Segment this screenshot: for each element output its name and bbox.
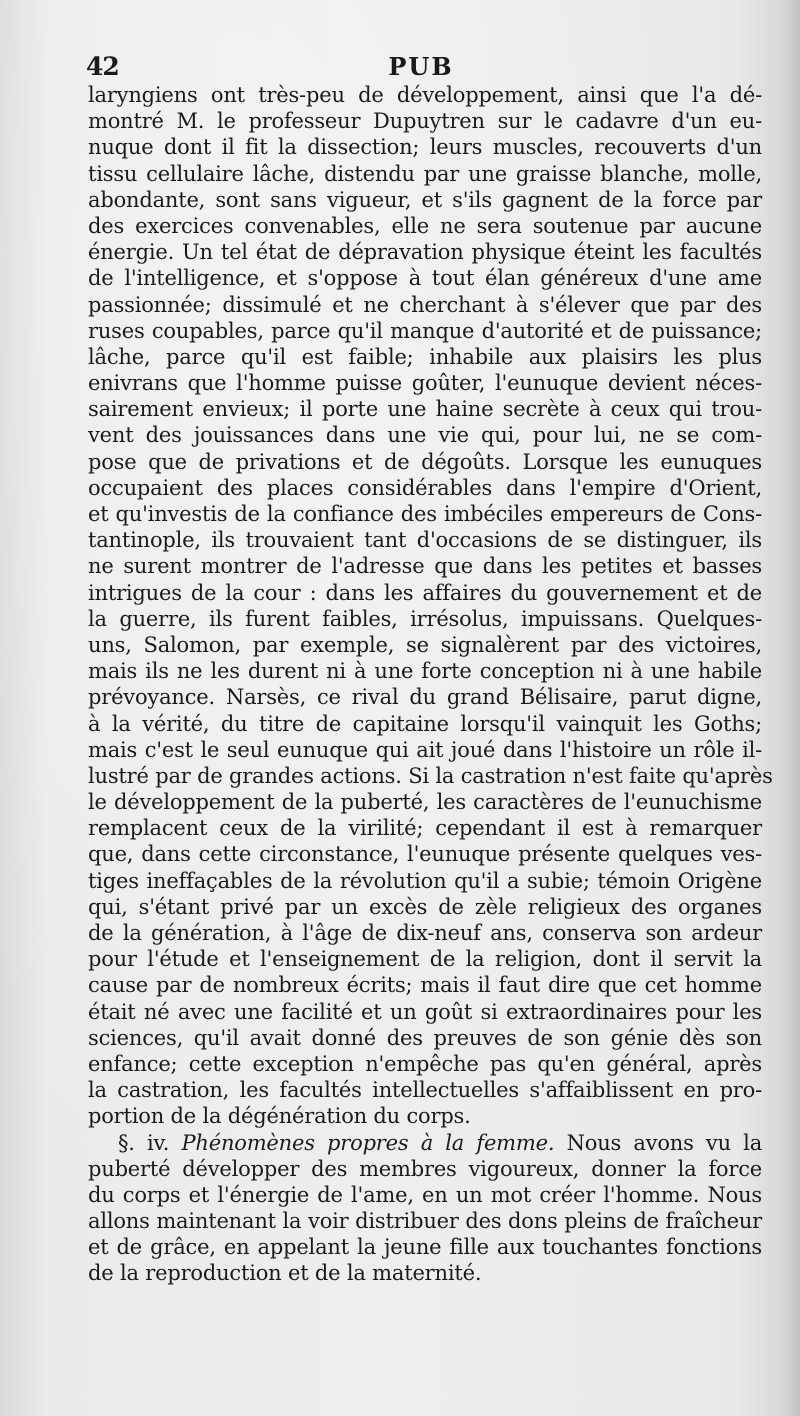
text-line: de la génération, à l'âge de dix-neuf ans, conserva son ardeur: [88, 921, 762, 945]
text-line: et de grâce, en appelant la jeune fille aux touchantes fonctions: [88, 1235, 762, 1260]
paragraph-end-line: portion de la dégénération du corps.: [88, 1104, 471, 1129]
text-line: montré M. le professeur Dupuytren sur le cadavre d'un eu-: [88, 109, 762, 134]
text-line: uns, Salomon, par exemple, se signalèrent par des victoires,: [88, 632, 762, 657]
text-line: lustré par de grandes actions. Si la castration n'est faite qu'après: [88, 763, 773, 788]
text-line: mais ils ne les durent ni à une forte conception ni à une habile: [88, 659, 762, 684]
body-text: [88, 82, 773, 1287]
text-line: enfance; cette exception n'empêche pas qu'en général, après: [88, 1051, 762, 1076]
text-line: vent des jouissances dans une vie qui, pour lui, ne se com-: [88, 423, 762, 448]
running-head: PUB: [388, 52, 454, 81]
text-line: prévoyance. Narsès, ce rival du grand Bélisaire, parut digne,: [88, 685, 762, 710]
text-line: sairement envieux; il porte une haine secrète à ceux qui trou-: [88, 397, 762, 422]
text-line: puberté développer des membres vigoureux, donner la force: [88, 1156, 762, 1181]
section-marker: §. iv.: [118, 1130, 170, 1155]
text-line: de l'intelligence, et s'oppose à tout élan généreux d'une ame: [88, 266, 762, 291]
text-line: tissu cellulaire lâche, distendu par une graisse blanche, molle,: [88, 161, 762, 186]
text-line: occupaient des places considérables dans l'empire d'Orient,: [88, 475, 762, 500]
text-line: sciences, qu'il avait donné des preuves de son génie dès son: [88, 1025, 762, 1050]
text-line: la castration, les facultés intellectuelles s'affaiblissent en pro-: [88, 1078, 762, 1103]
text-line: allons maintenant la voir distribuer des dons pleins de fraîcheur: [88, 1209, 762, 1234]
text-line: le développement de la puberté, les caractères de l'eunuchisme: [88, 790, 762, 815]
paragraph-end-line: de la reproduction et de la maternité.: [88, 1261, 482, 1286]
text-line: qui, s'étant privé par un excès de zèle religieux des organes: [88, 894, 762, 919]
text-line: tiges ineffaçables de la révolution qu'il a subie; témoin Origène: [88, 868, 762, 893]
text-line: et qu'investis de la confiance des imbéciles empereurs de Cons-: [88, 502, 762, 526]
text-line: laryngiens ont très-peu de développement, ainsi que l'a dé-: [88, 83, 762, 107]
text-line: à la vérité, du titre de capitaine lorsqu'il vainquit les Goths;: [88, 711, 762, 736]
text-line: énergie. Un tel état de dépravation physique éteint les facultés: [88, 240, 762, 265]
page-header: [86, 52, 756, 86]
text-line: enivrans que l'homme puisse goûter, l'eunuque devient néces-: [88, 371, 762, 396]
text-line: pour l'étude et l'enseignement de la religion, dont il servit la: [88, 947, 762, 972]
text-line: était né avec une facilité et un goût si extraordinaires pour les: [88, 999, 762, 1024]
page-number: 42: [86, 52, 119, 81]
section-first-line-text: Nous avons vu la: [566, 1130, 763, 1155]
text-line: cause par de nombreux écrits; mais il faut dire que cet homme: [88, 973, 762, 998]
text-line: la guerre, ils furent faibles, irrésolus, impuissans. Quelques-: [88, 606, 762, 631]
text-line: ne surent montrer de l'adresse que dans les petites et basses: [88, 554, 762, 579]
text-line: lâche, parce qu'il est faible; inhabile aux plaisirs les plus: [88, 344, 762, 369]
text-line: abondante, sont sans vigueur, et s'ils gagnent de la force par: [88, 187, 762, 212]
text-line: des exercices convenables, elle ne sera soutenue par aucune: [88, 213, 762, 238]
text-line: nuque dont il fit la dissection; leurs muscles, recouverts d'un: [88, 135, 762, 160]
text-line: du corps et l'énergie de l'ame, en un mot créer l'homme. Nous: [88, 1182, 762, 1207]
text-line: remplacent ceux de la virilité; cependant il est à remarquer: [88, 816, 762, 841]
text-line: mais c'est le seul eunuque qui ait joué dans l'histoire un rôle il-: [88, 737, 762, 762]
section-heading-line: [88, 1130, 762, 1156]
text-line: intrigues de la cour : dans les affaires du gouvernement et de: [88, 580, 762, 605]
text-line: passionnée; dissimulé et ne cherchant à s'élever que par des: [88, 292, 762, 317]
text-line: ruses coupables, parce qu'il manque d'autorité et de puissance;: [88, 318, 762, 343]
text-line: que, dans cette circonstance, l'eunuque présente quelques ves-: [88, 842, 762, 867]
section-title: Phénomènes propres à la femme.: [181, 1130, 555, 1155]
text-line: pose que de privations et de dégoûts. Lorsque les eunuques: [88, 449, 762, 474]
text-line: tantinople, ils trouvaient tant d'occasions de se distinguer, ils: [88, 528, 762, 553]
